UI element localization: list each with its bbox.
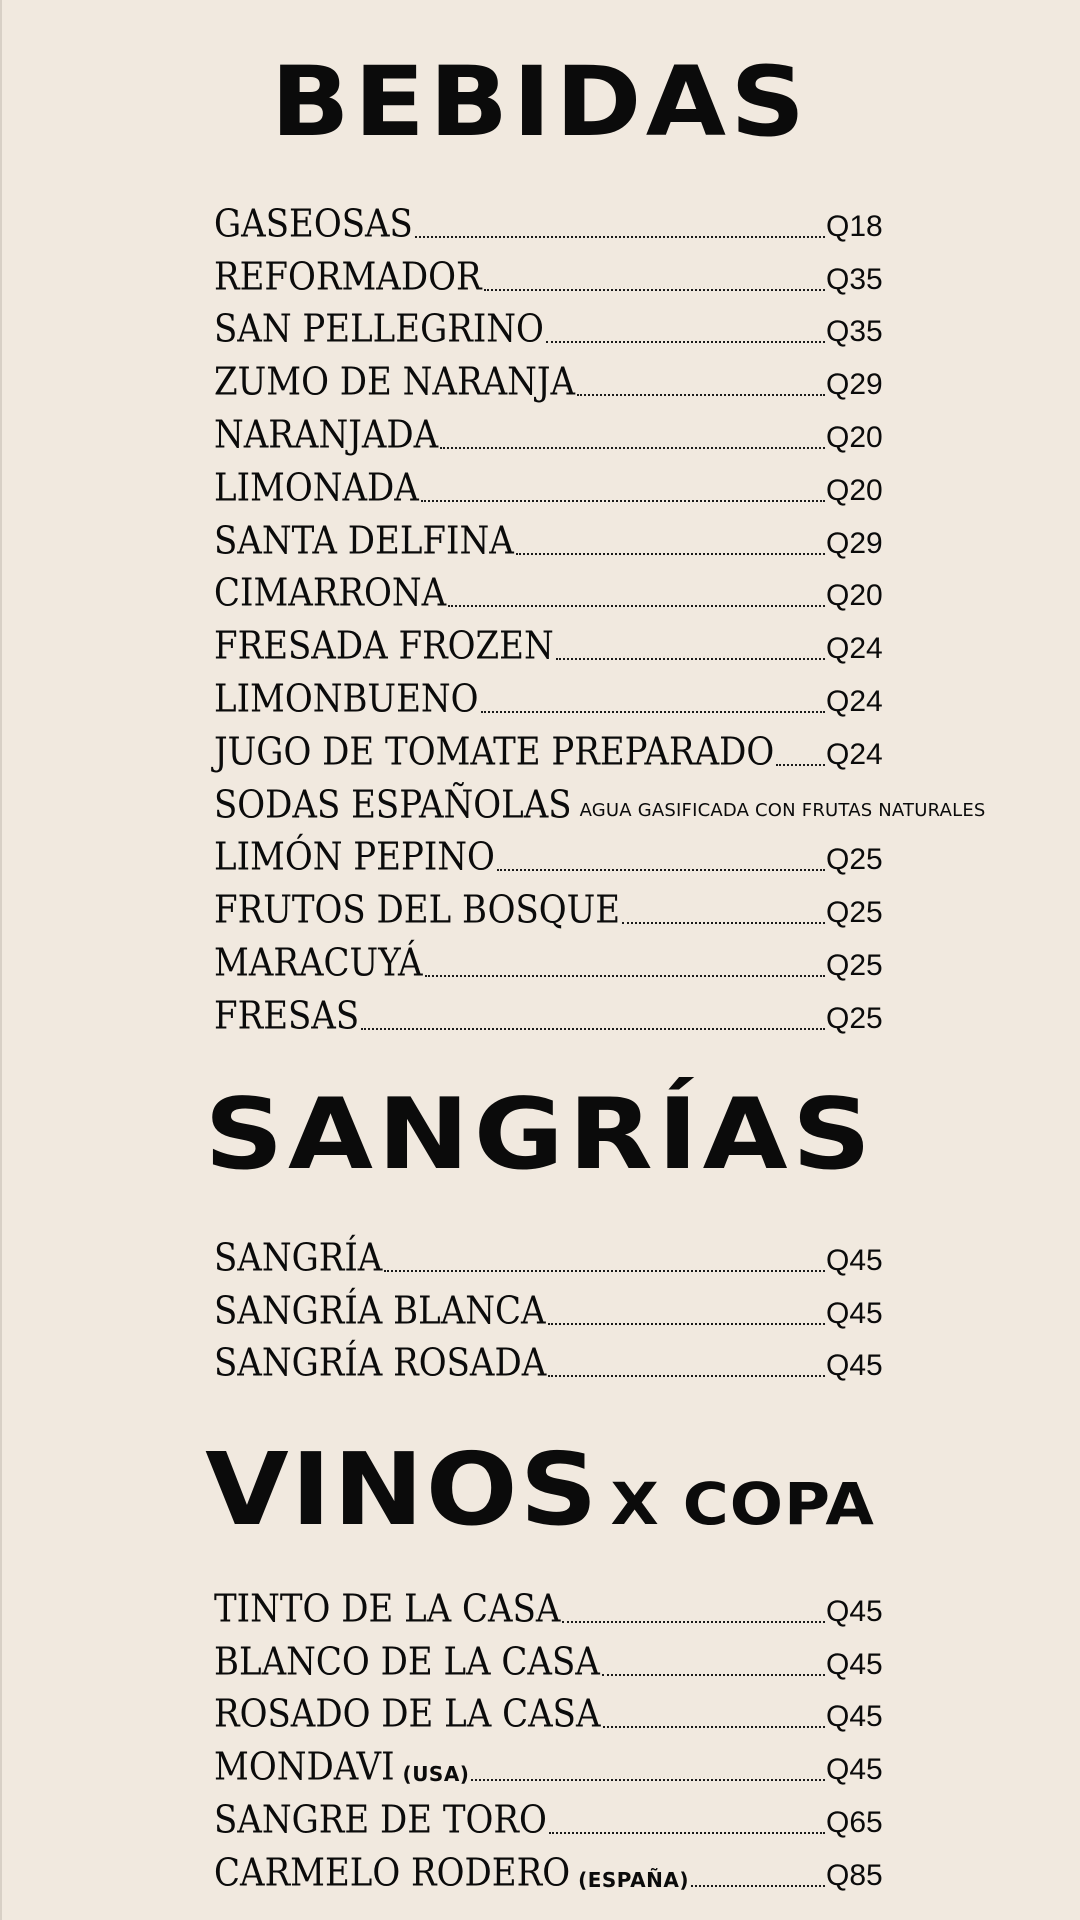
dot-leader xyxy=(603,1726,825,1728)
item-name: MONDAVI xyxy=(214,1744,395,1790)
bebidas-menu-item xyxy=(214,401,884,458)
dot-leader xyxy=(776,764,825,766)
item-name: CARMELO RODERO xyxy=(214,1850,571,1896)
vinos-title-main: VINOS xyxy=(205,1431,600,1548)
vinos-list xyxy=(214,1575,884,1896)
dot-leader xyxy=(415,236,825,238)
item-price: Q24 xyxy=(826,684,883,718)
sangrias-list xyxy=(214,1224,884,1386)
item-name: FRESADA FROZEN xyxy=(214,623,554,669)
item-name: CIMARRONA xyxy=(214,570,447,616)
item-price: Q35 xyxy=(826,262,883,296)
item-name: FRUTOS DEL BOSQUE xyxy=(214,887,621,933)
bebidas-menu-item xyxy=(214,348,884,405)
item-name: TINTO DE LA CASA xyxy=(214,1586,561,1632)
dot-leader xyxy=(471,1779,825,1781)
dot-leader xyxy=(562,1621,825,1623)
item-name: LIMONADA xyxy=(214,465,419,511)
bebidas-menu-item xyxy=(214,876,884,933)
sangrias-menu-item xyxy=(214,1277,884,1333)
item-name: SANTA DELFINA xyxy=(214,518,514,563)
vinos-title xyxy=(0,1431,1080,1548)
item-name: BLANCO DE LA CASA xyxy=(214,1639,600,1684)
item-price: Q25 xyxy=(826,948,883,982)
item-price: Q24 xyxy=(826,632,883,666)
vinos-title-suffix: X COPA xyxy=(610,1470,875,1538)
bebidas-menu-item xyxy=(214,929,884,986)
item-price: Q20 xyxy=(826,579,883,613)
dot-leader xyxy=(556,658,825,660)
bebidas-menu-item xyxy=(214,718,884,775)
item-price: Q35 xyxy=(826,315,883,349)
dot-leader xyxy=(361,1028,825,1030)
dot-leader xyxy=(421,500,825,502)
item-price: Q20 xyxy=(826,473,883,507)
dot-leader xyxy=(546,341,825,343)
item-name: REFORMADOR xyxy=(214,254,482,299)
item-price: Q45 xyxy=(826,1243,883,1277)
dot-leader xyxy=(549,1832,825,1834)
bebidas-menu-item xyxy=(214,824,884,880)
item-price: Q65 xyxy=(826,1805,883,1839)
dot-leader xyxy=(384,1270,825,1272)
vinos-menu-item xyxy=(214,1681,884,1737)
bebidas-menu-item xyxy=(214,243,884,299)
item-price: Q45 xyxy=(826,1349,883,1383)
bebidas-list xyxy=(214,190,986,1039)
item-name: JUGO DE TOMATE PREPARADO xyxy=(214,729,775,775)
item-note: (USA) xyxy=(402,1762,470,1787)
sangrias-menu-item xyxy=(214,1224,884,1281)
bebidas-title: BEBIDAS xyxy=(270,46,810,158)
item-note: (ESPAÑA) xyxy=(578,1867,689,1892)
bebidas-menu-item xyxy=(214,612,884,669)
dot-leader xyxy=(691,1885,825,1887)
bebidas-menu-item xyxy=(214,296,884,352)
dot-leader xyxy=(548,1375,825,1377)
item-name: SODAS ESPAÑOLAS xyxy=(214,782,572,827)
item-name: SAN PELLEGRINO xyxy=(214,306,544,352)
item-name: ZUMO DE NARANJA xyxy=(214,359,576,405)
item-price: Q24 xyxy=(826,737,883,771)
item-price: Q25 xyxy=(826,1001,883,1035)
item-name: SANGRÍA xyxy=(214,1235,383,1281)
dot-leader xyxy=(516,553,825,555)
item-price: Q20 xyxy=(826,420,883,454)
bebidas-menu-item xyxy=(214,771,986,827)
item-name: SANGRE DE TORO xyxy=(214,1797,547,1843)
vinos-menu-item xyxy=(214,1628,884,1684)
dot-leader xyxy=(622,922,825,924)
item-note: AGUA GASIFICADA CON FRUTAS NATURALES xyxy=(579,799,986,821)
item-price: Q45 xyxy=(826,1700,883,1734)
bebidas-menu-item xyxy=(214,560,884,616)
dot-leader xyxy=(577,394,825,396)
item-name: GASEOSAS xyxy=(214,201,413,247)
sangrias-menu-item xyxy=(214,1330,884,1386)
dot-leader xyxy=(497,869,825,871)
item-price: Q45 xyxy=(826,1647,883,1681)
item-name: SANGRÍA BLANCA xyxy=(214,1288,546,1333)
dot-leader xyxy=(548,1323,825,1325)
item-price: Q45 xyxy=(826,1753,883,1787)
page-edge xyxy=(0,0,2,1920)
bebidas-menu-item xyxy=(214,507,884,563)
dot-leader xyxy=(425,975,825,977)
item-price: Q29 xyxy=(826,526,883,560)
bebidas-menu-item xyxy=(214,665,884,722)
item-price: Q25 xyxy=(826,896,883,930)
item-price: Q18 xyxy=(826,209,883,243)
bebidas-menu-item xyxy=(214,454,884,511)
dot-leader xyxy=(440,447,825,449)
dot-leader xyxy=(484,289,825,291)
item-name: LIMONBUENO xyxy=(214,676,479,722)
bebidas-menu-item xyxy=(214,190,884,247)
vinos-menu-item xyxy=(214,1733,884,1790)
dot-leader xyxy=(602,1674,825,1676)
item-price: Q45 xyxy=(826,1594,883,1628)
item-price: Q29 xyxy=(826,368,883,402)
sangrias-title: SANGRÍAS xyxy=(204,1078,876,1192)
item-name: ROSADO DE LA CASA xyxy=(214,1691,601,1737)
item-name: MARACUYÁ xyxy=(214,940,423,986)
vinos-menu-item xyxy=(214,1839,884,1896)
item-name: SANGRÍA ROSADA xyxy=(214,1340,547,1386)
vinos-menu-item xyxy=(214,1575,884,1632)
dot-leader xyxy=(481,711,825,713)
vinos-menu-item xyxy=(214,1786,884,1843)
item-price: Q25 xyxy=(826,843,883,877)
item-name: LIMÓN PEPINO xyxy=(214,834,495,880)
item-price: Q45 xyxy=(826,1296,883,1330)
item-name: NARANJADA xyxy=(214,412,439,458)
item-name: FRESAS xyxy=(214,993,360,1039)
bebidas-menu-item xyxy=(214,982,884,1039)
dot-leader xyxy=(448,605,825,607)
item-price: Q85 xyxy=(826,1858,883,1892)
